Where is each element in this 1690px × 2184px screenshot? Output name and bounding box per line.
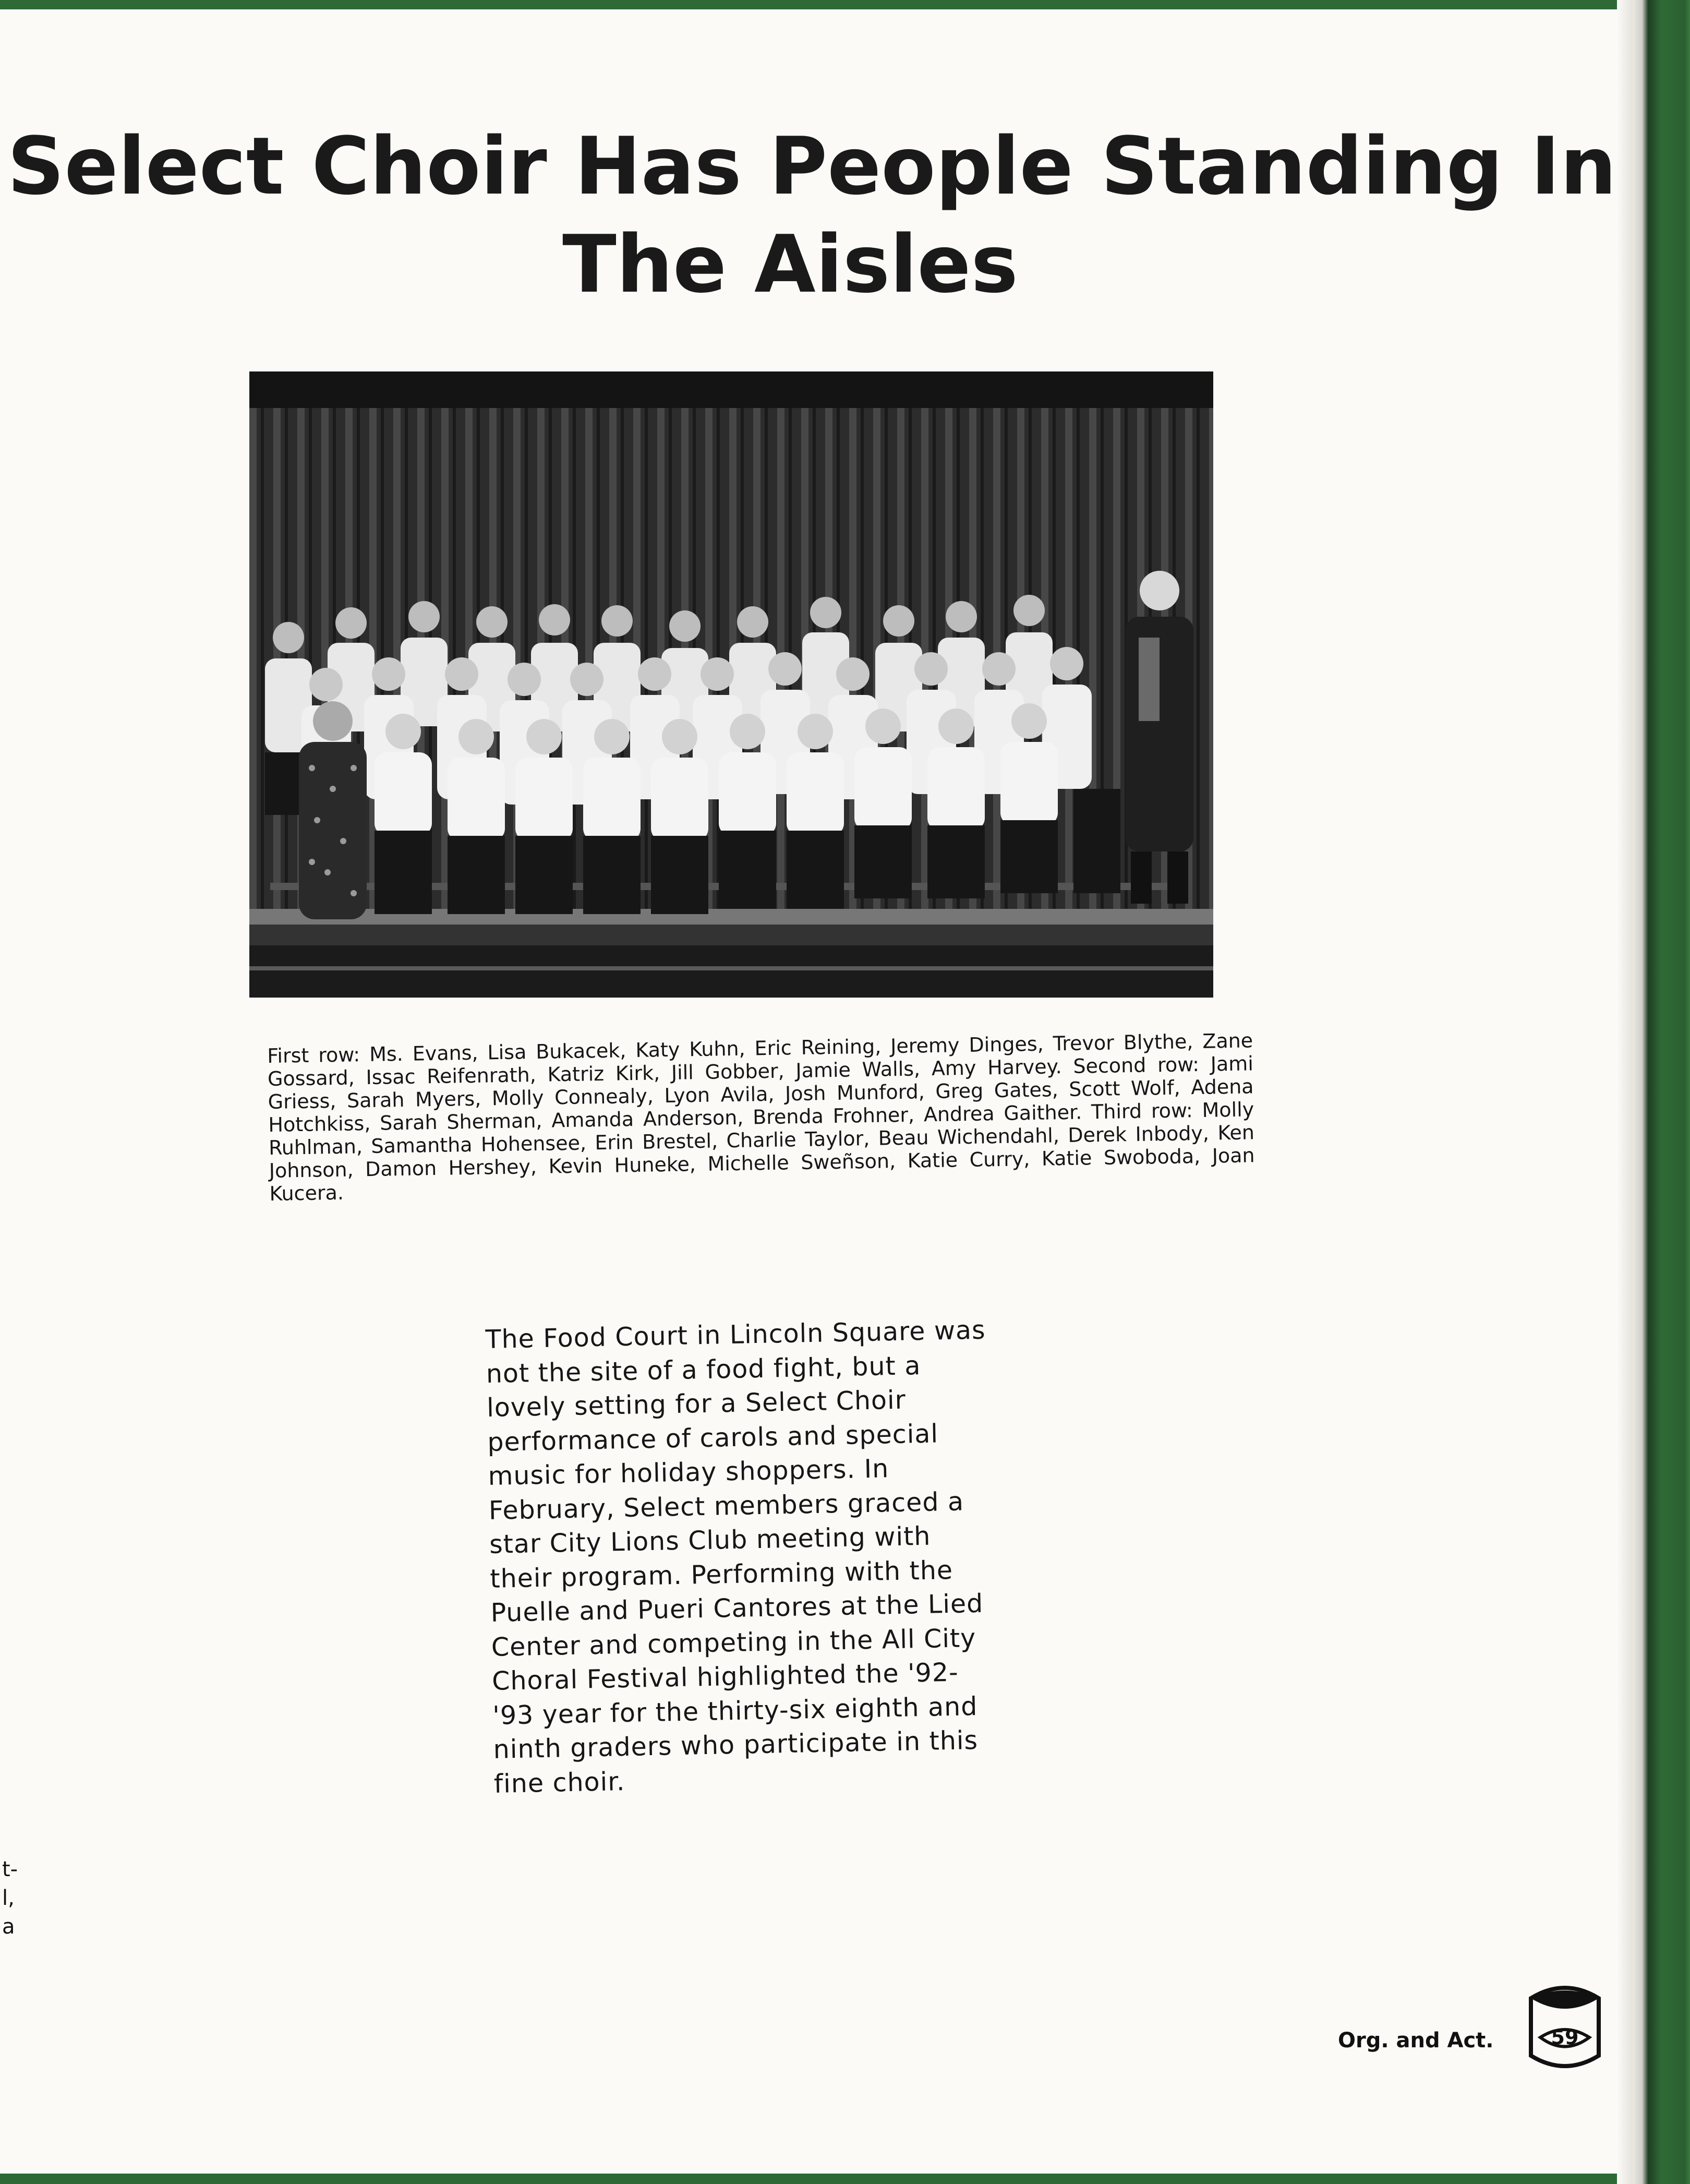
choir-group-photo — [249, 371, 1213, 998]
page-number-badge — [1526, 1977, 1604, 2077]
book-binding — [1633, 0, 1690, 2184]
page-gutter-shadow — [1617, 0, 1633, 2184]
cover-edge-bottom — [0, 2174, 1690, 2184]
paint-can-icon — [1526, 1977, 1604, 2077]
article-body: The Food Court in Lincoln Square was not the site of a food fight, but a lovely setting for a Select Choir performance of carols and special music for holiday shoppers. In February, Select members graced a star City Lions Club meeting with their program. Performing with the Puelle and Pueri Cantores at the Lied Center and competing in the All City Choral Festival highlighted the '92-'93 year for the thirty-six eighth and ninth graders who participate in this fine choir. — [485, 1315, 986, 1799]
cover-edge-top — [0, 0, 1690, 9]
margin-fragment: l, — [2, 1886, 15, 1910]
page-headline — [0, 117, 1617, 314]
section-label: Org. and Act. — [1338, 2029, 1494, 2053]
margin-fragment: t- — [2, 1857, 18, 1881]
margin-fragment: a — [2, 1915, 15, 1939]
photo-caption: First row: Ms. Evans, Lisa Bukacek, Katy Kuhn, Eric Reining, Jeremy Dinges, Trevor Blythe, Zane Gossard, Issac Reifenrath, Katriz Kirk, Jill Gobber, Jamie Walls, Amy Harvey. Second row: Jami Griess, Sarah Myers, Molly Connealy, Lyon Avila, Josh Munford, Greg Gates, Scott Wolf, Adena Hotchkiss, Sarah Sherman, Amanda Anderson, Brenda Frohner, Andrea Gaither. Third row: Molly Ruhlman, Samantha Hohensee, Erin Brestel, Charlie Taylor, Beau Wichendahl, Derek Inbody, Ken Johnson, Damon Hershey, Kevin Huneke, Michelle Sweñson, Katie Curry, Katie Swoboda, Joan Kucera. — [267, 1029, 1255, 1205]
headline-line-1: Select Choir Has People Standing In — [7, 120, 1617, 212]
page-number: 59 — [1551, 2026, 1579, 2049]
choir-photo-illustration — [249, 371, 1213, 998]
headline-line-2: The Aisles — [562, 218, 1018, 310]
